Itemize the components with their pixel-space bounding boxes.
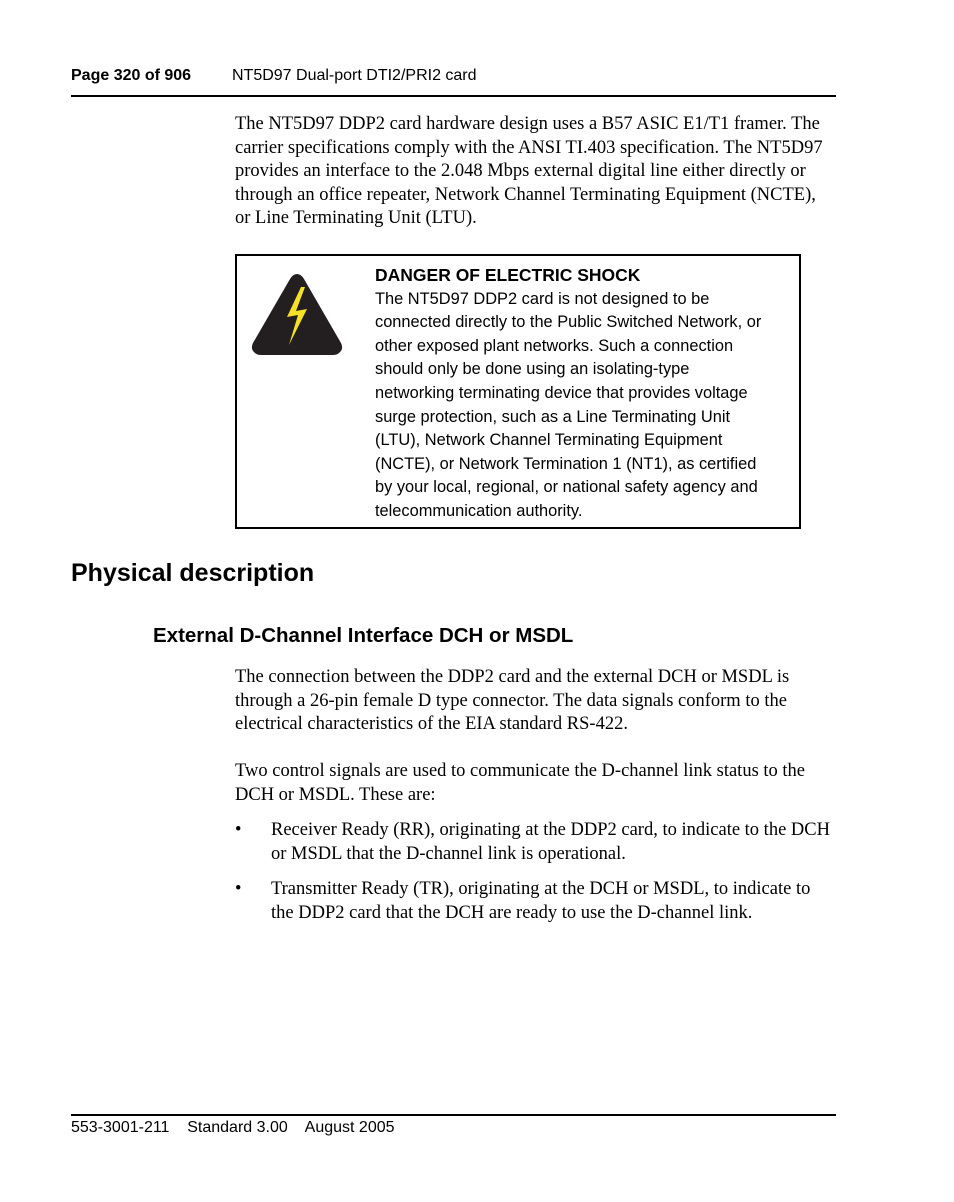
page-number: Page 320 of 906 xyxy=(71,67,192,84)
bullet-icon: • xyxy=(235,820,242,840)
danger-line: by your local, regional, or national safety agency and xyxy=(375,478,758,497)
list-item-text: Transmitter Ready (TR), originating at the DCH or MSDL, to indicate to the DDP2 card that the DCH are ready to use the D-channel link. xyxy=(271,879,811,923)
section-heading: Physical description xyxy=(71,559,315,587)
danger-title: DANGER OF ELECTRIC SHOCK xyxy=(375,265,641,285)
document-title: NT5D97 Dual-port DTI2/PRI2 card xyxy=(232,67,477,84)
danger-line: surge protection, such as a Line Terminating Unit xyxy=(375,407,731,426)
list-item-text: Receiver Ready (RR), originating at the DDP2 card, to indicate to the DCH or MSDL that the D-channel link is operational. xyxy=(271,820,830,864)
footer-divider xyxy=(71,1114,836,1116)
electric-shock-warning-icon xyxy=(249,271,345,357)
control-signals-paragraph: Two control signals are used to communicate the D-channel link status to the DCH or MSDL. These are: xyxy=(235,761,806,805)
danger-line: telecommunication authority. xyxy=(375,501,583,520)
publication-date: August 2005 xyxy=(304,1119,395,1136)
connection-paragraph: The connection between the DDP2 card and the external DCH or MSDL is through a 26-pin female D type connector. The data signals conform to the electrical characteristics of the EIA standard RS-422. xyxy=(235,667,790,735)
page-header xyxy=(71,66,836,86)
danger-line: (LTU), Network Channel Terminating Equipment xyxy=(375,431,723,450)
header-divider xyxy=(71,95,836,97)
intro-paragraph: The NT5D97 DDP2 card hardware design uses a B57 ASIC E1/T1 framer. The carrier specifications comply with the ANSI TI.403 specification. The NT5D97 provides an interface to the 2.048 Mbps external digital line either directly or through an office repeater, Network Channel Terminating Equipment (NCTE), or Line Terminating Unit (LTU). xyxy=(235,114,823,229)
document-number: 553-3001-211 xyxy=(71,1119,170,1136)
danger-notice xyxy=(235,254,801,529)
subsection-heading: External D-Channel Interface DCH or MSDL xyxy=(153,624,574,647)
bullet-icon: • xyxy=(235,879,242,899)
standard-version: Standard 3.00 xyxy=(187,1119,288,1136)
danger-line: The NT5D97 DDP2 card is not designed to be xyxy=(375,289,710,308)
danger-line: (NCTE), or Network Termination 1 (NT1), as certified xyxy=(375,454,757,473)
danger-text xyxy=(375,264,795,524)
danger-line: should only be done using an isolating-type xyxy=(375,360,690,379)
danger-line: connected directly to the Public Switched Network, or xyxy=(375,313,762,332)
danger-line: other exposed plant networks. Such a connection xyxy=(375,336,734,355)
danger-line: networking terminating device that provides voltage xyxy=(375,383,748,402)
page-footer xyxy=(71,1118,395,1138)
